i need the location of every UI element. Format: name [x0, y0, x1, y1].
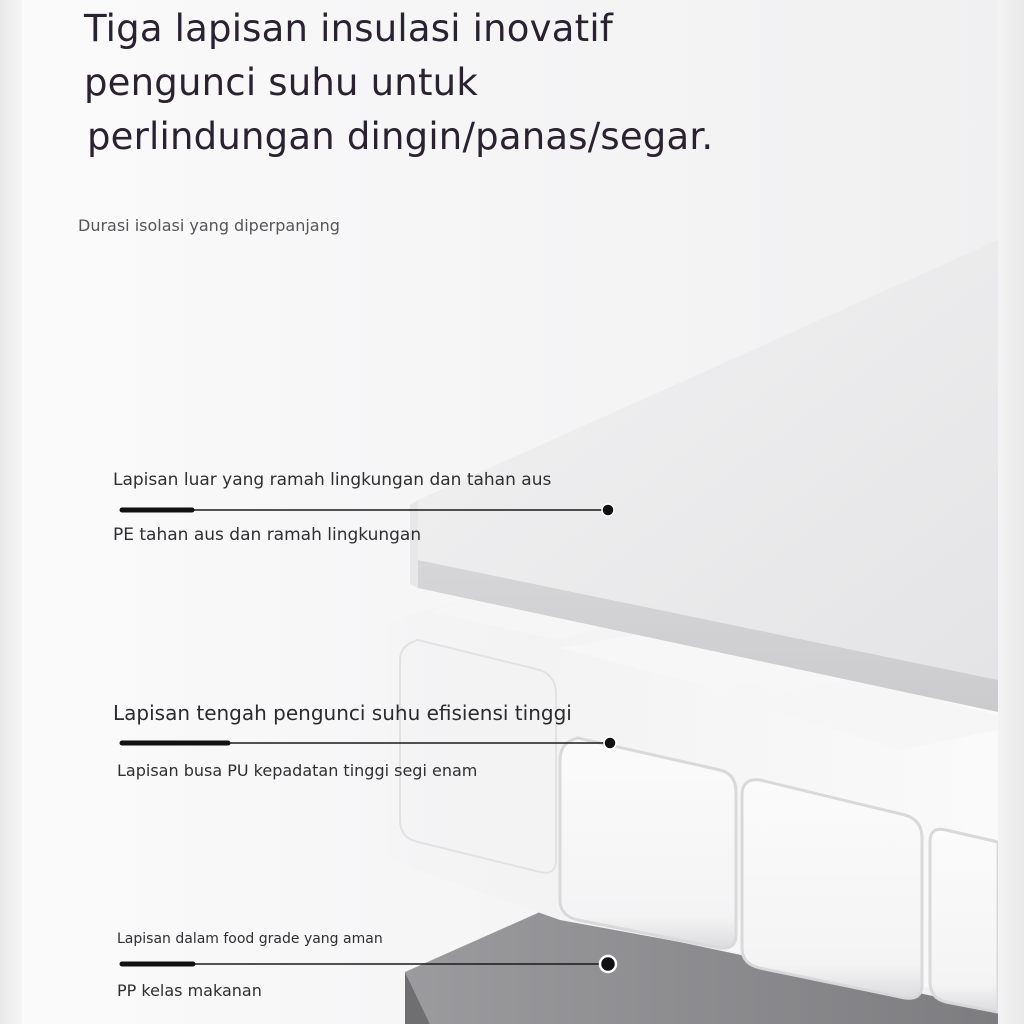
middle-layer-material: Lapisan busa PU kepadatan tinggi segi enam	[117, 761, 478, 780]
outer-layer-title: Lapisan luar yang ramah lingkungan dan tahan aus	[113, 470, 552, 490]
headline-line-2: pengunci suhu untuk	[84, 61, 478, 104]
right-edge-shade	[998, 0, 1024, 1024]
headline-line-1: Tiga lapisan insulasi inovatif	[84, 7, 614, 50]
inner-layer-title: Lapisan dalam food grade yang aman	[117, 931, 383, 947]
subtitle: Durasi isolasi yang diperpanjang	[78, 216, 340, 235]
headline-line-3: perlindungan dingin/panas/segar.	[87, 115, 714, 158]
headline	[84, 2, 713, 164]
middle-layer-title: Lapisan tengah pengunci suhu efisiensi tinggi	[113, 701, 572, 725]
inner-layer-material: PP kelas makanan	[117, 981, 262, 1000]
outer-layer-material: PE tahan aus dan ramah lingkungan	[113, 525, 422, 545]
